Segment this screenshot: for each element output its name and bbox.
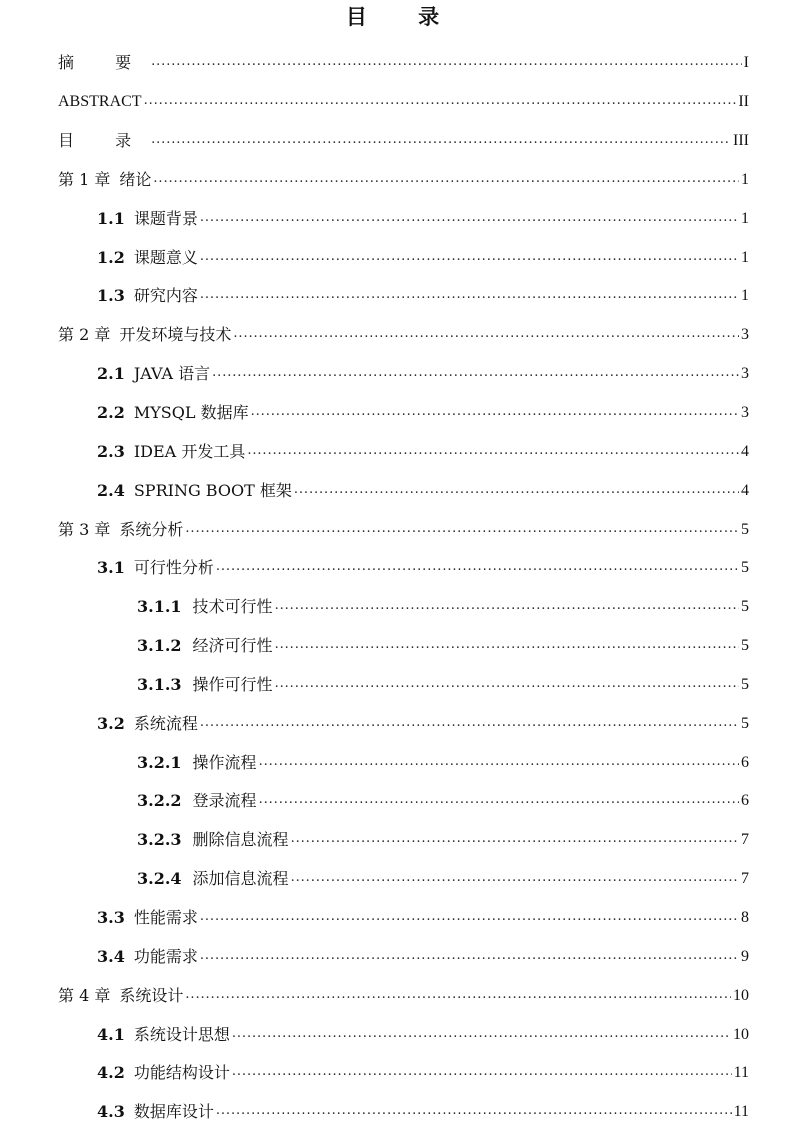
toc-entry-page: 6 [741,792,749,810]
toc-entry-number: 3.3 [97,907,125,927]
toc-entry-number: 3.4 [97,946,125,966]
toc-entry-label: 功能需求 [133,946,198,966]
toc-entry-page: 5 [741,675,749,693]
toc-entry[interactable] [0,161,785,200]
dot-leader [200,209,739,229]
toc-entry[interactable] [0,83,785,122]
toc-entry-number: 2.2 [97,403,125,423]
toc-entry[interactable] [0,704,785,743]
dot-leader [291,830,739,850]
toc-entry-number: 3.2.1 [137,752,182,772]
toc-entry-label: 功能结构设计 [133,1063,230,1083]
toc-entry[interactable] [0,627,785,666]
dot-leader [247,442,739,462]
toc-entry-page: 1 [741,209,749,227]
toc-entry-number: 1.1 [97,208,125,228]
toc-entry-label: SPRING BOOT 框架 [133,480,292,500]
toc-entry-label: 目 录 [58,131,150,151]
dot-leader [275,597,739,617]
toc-entry-number: 4.2 [97,1063,125,1083]
dot-leader [153,170,739,190]
toc-entry-number: 1.2 [97,247,125,267]
toc-entry-page: 5 [741,559,749,577]
toc-entry[interactable] [0,1093,785,1132]
dot-leader [185,520,739,540]
toc-entry-page: 5 [741,714,749,732]
toc-entry-page: 11 [733,1103,749,1121]
dot-leader [200,286,739,306]
toc-entry[interactable] [0,432,785,471]
toc-entry-page: 3 [741,365,749,383]
toc-entry-label: 系统流程 [133,713,198,733]
toc-entry-number: 第 1 章 [58,169,111,189]
toc-entry-number: 2.4 [97,480,125,500]
dot-leader [216,1102,732,1122]
toc-entry[interactable] [0,782,785,821]
toc-entry-label: 可行性分析 [133,558,214,578]
toc-entry-label: 系统分析 [119,519,184,539]
toc-entry[interactable] [0,588,785,627]
dot-leader [200,947,739,967]
toc-entry[interactable] [0,899,785,938]
toc-entry-label: 研究内容 [133,286,198,306]
toc-entry-label: 数据库设计 [133,1102,214,1122]
toc-entry-page: 5 [741,598,749,616]
dot-leader [151,53,742,73]
toc-entry-page: II [738,93,749,111]
toc-entry-number: 第 3 章 [58,519,111,539]
toc-entry[interactable] [0,394,785,433]
toc-entry-label: 系统设计思想 [133,1024,230,1044]
toc-entry-label: 添加信息流程 [192,869,289,889]
toc-entry-page: 6 [741,753,749,771]
toc-entry[interactable] [0,238,785,277]
toc-entry-label: 技术可行性 [192,597,273,617]
toc-entry-label: 操作可行性 [192,674,273,694]
dot-leader [275,636,739,656]
toc-entry[interactable] [0,1054,785,1093]
toc-entry-label: 经济可行性 [192,636,273,656]
toc-entry-page: 1 [741,170,749,188]
toc-entry[interactable] [0,937,785,976]
toc-entry-page: 4 [741,442,749,460]
toc-entry-label: 系统设计 [119,985,184,1005]
toc-entry[interactable] [0,199,785,238]
dot-leader [232,1025,731,1045]
toc-entry[interactable] [0,355,785,394]
toc-entry-page: 1 [741,287,749,305]
toc-entry-label: 摘 要 [58,53,150,73]
toc-entry-label: JAVA 语言 [133,364,211,384]
toc-entry-number: 1.3 [97,286,125,306]
toc-entry-number: 4.1 [97,1024,125,1044]
toc-entry[interactable] [0,277,785,316]
dot-leader [200,248,739,268]
dot-leader [259,753,739,773]
toc-entry-number: 3.1.2 [137,636,182,656]
toc-entry[interactable] [0,666,785,705]
dot-leader [294,481,739,501]
toc-entry-number: 4.3 [97,1102,125,1122]
toc-entry-page: I [743,54,749,72]
toc-entry-page: 3 [741,404,749,422]
toc-list [0,44,785,1132]
dot-leader [232,1063,732,1083]
toc-entry-number: 3.1 [97,558,125,578]
toc-entry-number: 3.2.2 [137,791,182,811]
dot-leader [200,714,739,734]
toc-entry-label: ABSTRACT [58,93,142,111]
toc-entry-label: 性能需求 [133,907,198,927]
toc-entry-label: 开发环境与技术 [119,325,232,345]
toc-entry-page: 1 [741,248,749,266]
dot-leader [216,558,739,578]
toc-entry-number: 3.1.1 [137,597,182,617]
page-title: 目 录 [345,5,462,29]
toc-entry[interactable] [0,44,785,83]
toc-entry-page: III [733,132,749,150]
dot-leader [212,364,739,384]
toc-entry-page: 5 [741,637,749,655]
toc-entry-page: 9 [741,947,749,965]
toc-entry-page: 10 [733,1025,749,1043]
toc-entry-label: 操作流程 [192,752,257,772]
toc-entry-number: 2.3 [97,441,125,461]
toc-entry-page: 8 [741,908,749,926]
dot-leader [144,92,737,112]
dot-leader [185,986,731,1006]
toc-entry[interactable] [0,316,785,355]
dot-leader [233,325,739,345]
toc-entry-page: 3 [741,326,749,344]
toc-entry-number: 2.1 [97,364,125,384]
toc-entry[interactable] [0,821,785,860]
toc-entry-label: 课题意义 [133,247,198,267]
toc-entry[interactable] [0,1015,785,1054]
toc-entry[interactable] [0,976,785,1015]
toc-entry-number: 3.2.4 [137,869,182,889]
toc-entry[interactable] [0,510,785,549]
toc-entry-label: IDEA 开发工具 [133,441,246,461]
toc-entry-label: 登录流程 [192,791,257,811]
dot-leader [200,908,739,928]
toc-entry[interactable] [0,122,785,161]
toc-entry-page: 7 [741,870,749,888]
toc-entry-page: 11 [733,1064,749,1082]
toc-entry-page: 7 [741,831,749,849]
dot-leader [275,675,739,695]
toc-entry-page: 10 [733,986,749,1004]
dot-leader [259,791,739,811]
dot-leader [291,869,739,889]
toc-entry-number: 第 2 章 [58,325,111,345]
toc-entry-number: 3.1.3 [137,674,182,694]
toc-entry[interactable] [0,549,785,588]
toc-entry-number: 3.2 [97,713,125,733]
dot-leader [151,131,731,151]
toc-entry-label: 删除信息流程 [192,830,289,850]
toc-entry-label: 绪论 [119,169,152,189]
toc-entry-number: 第 4 章 [58,985,111,1005]
toc-entry[interactable] [0,471,785,510]
toc-entry-number: 3.2.3 [137,830,182,850]
toc-entry[interactable] [0,743,785,782]
toc-entry-page: 4 [741,481,749,499]
toc-entry-page: 5 [741,520,749,538]
toc-entry-label: MYSQL 数据库 [133,403,249,423]
toc-entry-label: 课题背景 [133,208,198,228]
toc-entry[interactable] [0,860,785,899]
dot-leader [251,403,739,423]
